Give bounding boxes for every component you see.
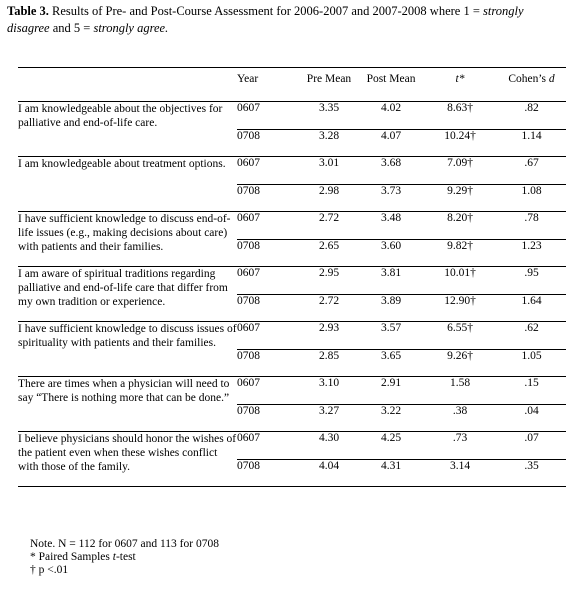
t-value-cell: .73	[423, 432, 497, 460]
item-statement: I am knowledgeable about the objectives for palliative and end-of-life care.	[18, 102, 237, 157]
post-mean-cell: 3.60	[359, 240, 423, 267]
table-row	[18, 157, 566, 185]
post-mean-cell: 3.65	[359, 350, 423, 377]
caption-text: Results of Pre- and Post-Course Assessment for 2006-2007 and 2007-2008 where 1 =	[48, 4, 484, 18]
year-cell: 0708	[237, 405, 299, 432]
pre-mean-cell: 3.27	[299, 405, 359, 432]
header-cohens-d-prefix: Cohen’s	[508, 73, 549, 85]
t-value-cell: 10.24†	[423, 130, 497, 157]
post-mean-cell: 2.91	[359, 377, 423, 405]
pre-mean-cell: 2.72	[299, 212, 359, 240]
post-mean-cell: 3.81	[359, 267, 423, 295]
post-mean-cell: 4.02	[359, 102, 423, 130]
pre-mean-cell: 3.01	[299, 157, 359, 185]
table-row	[18, 102, 566, 130]
cohens-d-cell: .15	[497, 377, 566, 405]
pre-mean-cell: 4.04	[299, 460, 359, 487]
note-significance: † p <.01	[30, 564, 69, 576]
pre-mean-cell: 4.30	[299, 432, 359, 460]
cohens-d-cell: .04	[497, 405, 566, 432]
year-cell: 0708	[237, 295, 299, 322]
header-t-text: t*	[455, 73, 465, 85]
header-post-mean: Post Mean	[359, 68, 423, 102]
cohens-d-cell: 1.08	[497, 185, 566, 212]
post-mean-cell: 3.73	[359, 185, 423, 212]
year-cell: 0607	[237, 267, 299, 295]
year-cell: 0607	[237, 377, 299, 405]
pre-mean-cell: 2.72	[299, 295, 359, 322]
year-cell: 0708	[237, 460, 299, 487]
cohens-d-cell: 1.23	[497, 240, 566, 267]
t-value-cell: 7.09†	[423, 157, 497, 185]
cohens-d-cell: 1.05	[497, 350, 566, 377]
t-value-cell: 8.63†	[423, 102, 497, 130]
year-cell: 0708	[237, 130, 299, 157]
post-mean-cell: 3.68	[359, 157, 423, 185]
cohens-d-cell: 1.14	[497, 130, 566, 157]
year-cell: 0607	[237, 157, 299, 185]
header-year: Year	[237, 68, 299, 102]
item-statement: I have sufficient knowledge to discuss issues of spirituality with patients and their families.	[18, 322, 237, 377]
table-row	[18, 377, 566, 405]
item-statement: I am knowledgeable about treatment options.	[18, 157, 237, 212]
item-statement: I believe physicians should honor the wishes of the patient even when these wishes conflict with those of the family.	[18, 432, 237, 487]
note-sample-size: Note. N = 112 for 0607 and 113 for 0708	[30, 538, 219, 550]
pre-mean-cell: 2.93	[299, 322, 359, 350]
note-paired-test-suffix: -test	[115, 551, 136, 563]
pre-mean-cell: 2.65	[299, 240, 359, 267]
pre-mean-cell: 2.95	[299, 267, 359, 295]
post-mean-cell: 4.31	[359, 460, 423, 487]
t-value-cell: .38	[423, 405, 497, 432]
caption-scale-high: strongly agree.	[93, 21, 169, 35]
header-cohens-d-var: d	[548, 73, 555, 85]
t-value-cell: 10.01†	[423, 267, 497, 295]
pre-mean-cell: 3.28	[299, 130, 359, 157]
t-value-cell: 9.29†	[423, 185, 497, 212]
cohens-d-cell: .67	[497, 157, 566, 185]
cohens-d-cell: .35	[497, 460, 566, 487]
cohens-d-cell: .07	[497, 432, 566, 460]
post-mean-cell: 3.89	[359, 295, 423, 322]
post-mean-cell: 3.22	[359, 405, 423, 432]
year-cell: 0708	[237, 185, 299, 212]
table-number: Table 3.	[7, 4, 49, 18]
t-value-cell: 3.14	[423, 460, 497, 487]
table-row	[18, 212, 566, 240]
table-row	[18, 322, 566, 350]
note-paired-test	[30, 551, 219, 564]
post-mean-cell: 4.25	[359, 432, 423, 460]
caption-scale-low: strongly disagree	[7, 4, 524, 35]
header-pre-mean: Pre Mean	[299, 68, 359, 102]
item-statement: There are times when a physician will need to say “There is nothing more that can be done.”	[18, 377, 237, 432]
year-cell: 0708	[237, 350, 299, 377]
cohens-d-cell: .95	[497, 267, 566, 295]
year-cell: 0607	[237, 432, 299, 460]
cohens-d-cell: .62	[497, 322, 566, 350]
t-value-cell: 1.58	[423, 377, 497, 405]
header-row	[18, 68, 566, 102]
header-item	[18, 68, 237, 102]
year-cell: 0708	[237, 240, 299, 267]
item-statement: I have sufficient knowledge to discuss end-of-life issues (e.g., making decisions about care) with patients and their families.	[18, 212, 237, 267]
t-value-cell: 12.90†	[423, 295, 497, 322]
note-paired-test-prefix: * Paired Samples	[30, 551, 113, 563]
table-caption	[7, 3, 567, 37]
note-paired-test-var: t	[112, 551, 116, 563]
pre-mean-cell: 3.35	[299, 102, 359, 130]
table-notes	[30, 538, 219, 577]
table-row	[18, 432, 566, 460]
cohens-d-cell: .82	[497, 102, 566, 130]
year-cell: 0607	[237, 212, 299, 240]
post-mean-cell: 3.57	[359, 322, 423, 350]
pre-mean-cell: 3.10	[299, 377, 359, 405]
caption-text: and 5 =	[49, 21, 94, 35]
cohens-d-cell: 1.64	[497, 295, 566, 322]
t-value-cell: 8.20†	[423, 212, 497, 240]
t-value-cell: 9.82†	[423, 240, 497, 267]
t-value-cell: 9.26†	[423, 350, 497, 377]
table-row	[18, 267, 566, 295]
t-value-cell: 6.55†	[423, 322, 497, 350]
item-statement: I am aware of spiritual traditions regarding palliative and end-of-life care that differ from my own tradition or experience.	[18, 267, 237, 322]
cohens-d-cell: .78	[497, 212, 566, 240]
pre-mean-cell: 2.85	[299, 350, 359, 377]
post-mean-cell: 4.07	[359, 130, 423, 157]
header-cohens-d	[497, 68, 566, 102]
post-mean-cell: 3.48	[359, 212, 423, 240]
year-cell: 0607	[237, 322, 299, 350]
header-t	[423, 68, 497, 102]
year-cell: 0607	[237, 102, 299, 130]
pre-mean-cell: 2.98	[299, 185, 359, 212]
results-table	[18, 67, 566, 487]
